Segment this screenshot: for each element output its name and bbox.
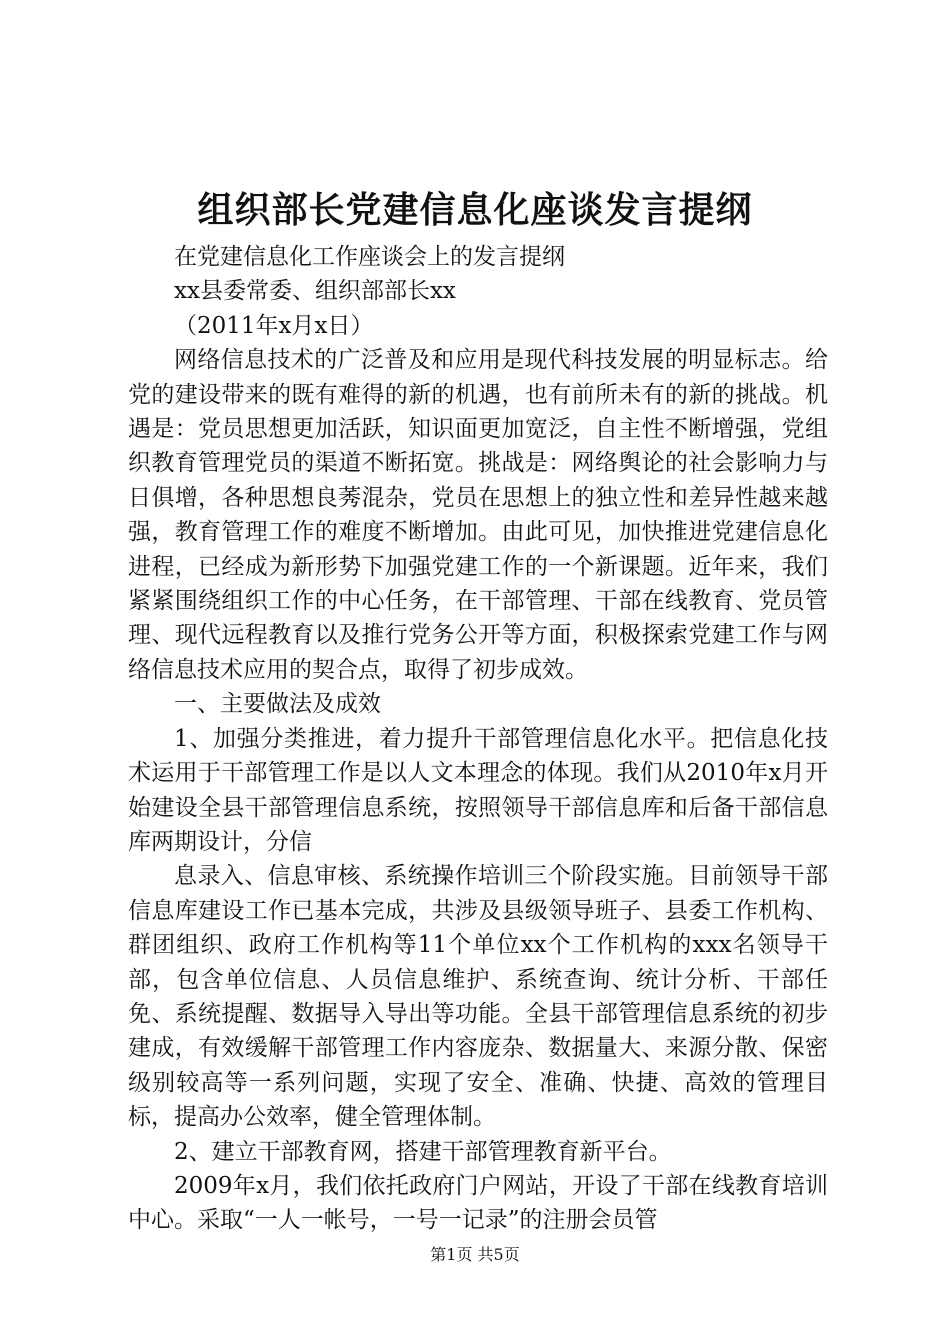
body-paragraph: 2、建立干部教育网，搭建干部管理教育新平台。 <box>174 1138 672 1165</box>
intro-paragraph: 网络信息技术的广泛普及和应用是现代科技发展的明显标志。给党的建设带来的既有难得的新的机遇，也有前所未有的新的挑战。机遇是：党员思想更加活跃，知识面更加宽泛，自主性不断增强，党组织教育管理党员的渠道不断拓宽。挑战是：网络舆论的社会影响力与日俱增，各种思想良莠混杂，党员在思想上的独立性和差异性越来越强，教育管理工作的难度不断增加。由此可见，加快推进党建信息化进程，已经成为新形势下加强党建工作的一个新课题。近年来，我们紧紧围绕组织工作的中心任务，在干部管理、干部在线教育、党员管理、现代远程教育以及推行党务公开等方面，积极探索党建工作与网络信息技术应用的契合点，取得了初步成效。 <box>128 347 828 683</box>
page-footer: 第1页 共5页 <box>430 1245 520 1264</box>
document-title: 组织部长党建信息化座谈发言提纲 <box>197 189 753 231</box>
document-body <box>128 240 828 1238</box>
subtitle-paragraph: 在党建信息化工作座谈会上的发言提纲 <box>174 244 565 270</box>
date-paragraph: （2011年x月x日） <box>174 312 374 339</box>
section-heading: 一、主要做法及成效 <box>174 691 381 718</box>
body-paragraph: 息录入、信息审核、系统操作培训三个阶段实施。目前领导干部信息库建设工作已基本完成，共涉及县级领导班子、县委工作机构、群团组织、政府工作机构等11个单位xx个工作机构的xxx名领导干部，包含单位信息、人员信息维护、系统查询、统计分析、干部任免、系统提醒、数据导入导出等功能。全县干部管理信息系统的初步建成，有效缓解干部管理工作内容庞杂、数据量大、来源分散、保密级别较高等一系列问题，实现了安全、准确、快捷、高效的管理目标，提高办公效率，健全管理体制。 <box>128 863 828 1131</box>
author-paragraph: xx县委常委、组织部部长xx <box>174 278 456 305</box>
body-paragraph: 2009年x月，我们依托政府门户网站，开设了干部在线教育培训中心。采取“一人一帐号，一号一记录”的注册会员管 <box>128 1172 828 1234</box>
body-paragraph: 1、加强分类推进，着力提升干部管理信息化水平。把信息化技术运用于干部管理工作是以人文本理念的体现。我们从2010年x月开始建设全县干部管理信息系统，按照领导干部信息库和后备干部信息库两期设计，分信 <box>128 725 828 855</box>
